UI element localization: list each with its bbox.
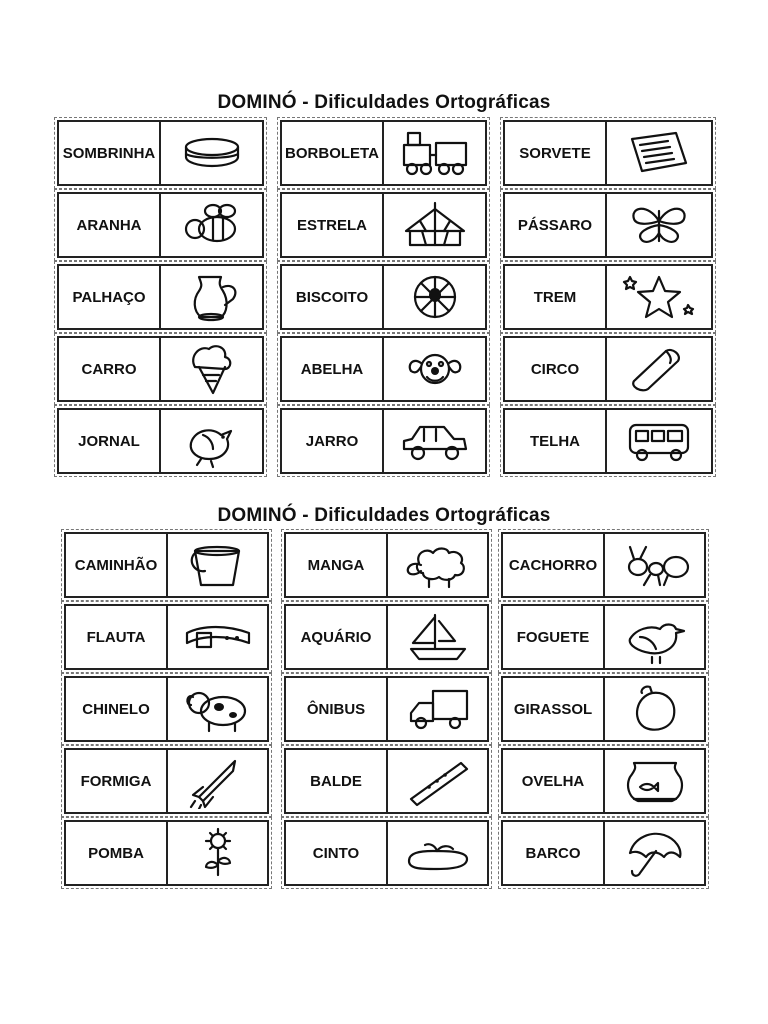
sheet-title: DOMINÓ - Dificuldades Ortográficas — [217, 92, 551, 113]
domino-word: FORMIGA — [66, 750, 168, 812]
domino-word: CHINELO — [66, 678, 168, 740]
domino-card — [64, 748, 269, 814]
domino-word: SORVETE — [505, 122, 607, 184]
domino-card — [503, 408, 713, 474]
rocket-icon — [168, 750, 267, 812]
domino-word: JARRO — [282, 410, 384, 472]
domino-card — [503, 264, 713, 330]
domino-card — [284, 820, 489, 886]
domino-word: SOMBRINHA — [59, 122, 161, 184]
domino-word: BARCO — [503, 822, 605, 884]
bird-icon — [161, 410, 262, 472]
ice-cream-icon — [161, 338, 262, 400]
domino-card — [501, 748, 706, 814]
domino-card — [57, 192, 264, 258]
domino-card — [64, 532, 269, 598]
belt-icon — [168, 606, 267, 668]
domino-word: AQUÁRIO — [286, 606, 388, 668]
sheet-title: DOMINÓ - Dificuldades Ortográficas — [217, 505, 551, 526]
umbrella-icon — [605, 822, 704, 884]
flip-flop-icon — [388, 822, 487, 884]
domino-word: BORBOLETA — [282, 122, 384, 184]
domino-word: ARANHA — [59, 194, 161, 256]
domino-card — [503, 120, 713, 186]
domino-card — [280, 120, 487, 186]
domino-card — [57, 408, 264, 474]
domino-card — [64, 676, 269, 742]
newspaper-icon — [607, 122, 711, 184]
domino-word: GIRASSOL — [503, 678, 605, 740]
circus-tent-icon — [384, 194, 485, 256]
domino-word: OVELHA — [503, 750, 605, 812]
domino-word: BISCOITO — [282, 266, 384, 328]
mango-icon — [605, 678, 704, 740]
domino-card — [280, 336, 487, 402]
domino-word: CACHORRO — [503, 534, 605, 596]
domino-word: POMBA — [66, 822, 168, 884]
domino-word: PALHAÇO — [59, 266, 161, 328]
bucket-icon — [168, 534, 267, 596]
domino-card — [57, 336, 264, 402]
domino-card — [57, 120, 264, 186]
domino-card — [64, 820, 269, 886]
domino-word: CAMINHÃO — [66, 534, 168, 596]
domino-word: ÔNIBUS — [286, 678, 388, 740]
aquarium-icon — [605, 750, 704, 812]
flute-icon — [388, 750, 487, 812]
domino-card — [501, 820, 706, 886]
domino-word: MANGA — [286, 534, 388, 596]
domino-card — [501, 532, 706, 598]
domino-word: FLAUTA — [66, 606, 168, 668]
domino-word: FOGUETE — [503, 606, 605, 668]
pigeon-icon — [605, 606, 704, 668]
domino-card — [503, 192, 713, 258]
bus-icon — [607, 410, 711, 472]
domino-card — [284, 676, 489, 742]
star-icon — [607, 266, 711, 328]
domino-word: CARRO — [59, 338, 161, 400]
sailboat-icon — [388, 606, 487, 668]
domino-card — [284, 748, 489, 814]
domino-card — [501, 676, 706, 742]
train-icon — [384, 122, 485, 184]
ant-icon — [605, 534, 704, 596]
domino-word: TELHA — [505, 410, 607, 472]
car-icon — [384, 410, 485, 472]
sheep-icon — [388, 534, 487, 596]
cookie-icon — [161, 122, 262, 184]
domino-card — [57, 264, 264, 330]
domino-card — [501, 604, 706, 670]
domino-word: PÁSSARO — [505, 194, 607, 256]
domino-word: TREM — [505, 266, 607, 328]
bee-icon — [161, 194, 262, 256]
domino-card — [280, 192, 487, 258]
domino-word: CINTO — [286, 822, 388, 884]
clown-icon — [384, 338, 485, 400]
dog-icon — [168, 678, 267, 740]
domino-word: BALDE — [286, 750, 388, 812]
domino-card — [284, 604, 489, 670]
domino-card — [503, 336, 713, 402]
domino-word: CIRCO — [505, 338, 607, 400]
truck-icon — [388, 678, 487, 740]
domino-word: ESTRELA — [282, 194, 384, 256]
domino-card — [284, 532, 489, 598]
pitcher-icon — [161, 266, 262, 328]
spider-icon — [384, 266, 485, 328]
roof-tile-icon — [607, 338, 711, 400]
butterfly-icon — [607, 194, 711, 256]
domino-card — [64, 604, 269, 670]
domino-card — [280, 408, 487, 474]
sunflower-icon — [168, 822, 267, 884]
domino-word: ABELHA — [282, 338, 384, 400]
domino-word: JORNAL — [59, 410, 161, 472]
domino-card — [280, 264, 487, 330]
